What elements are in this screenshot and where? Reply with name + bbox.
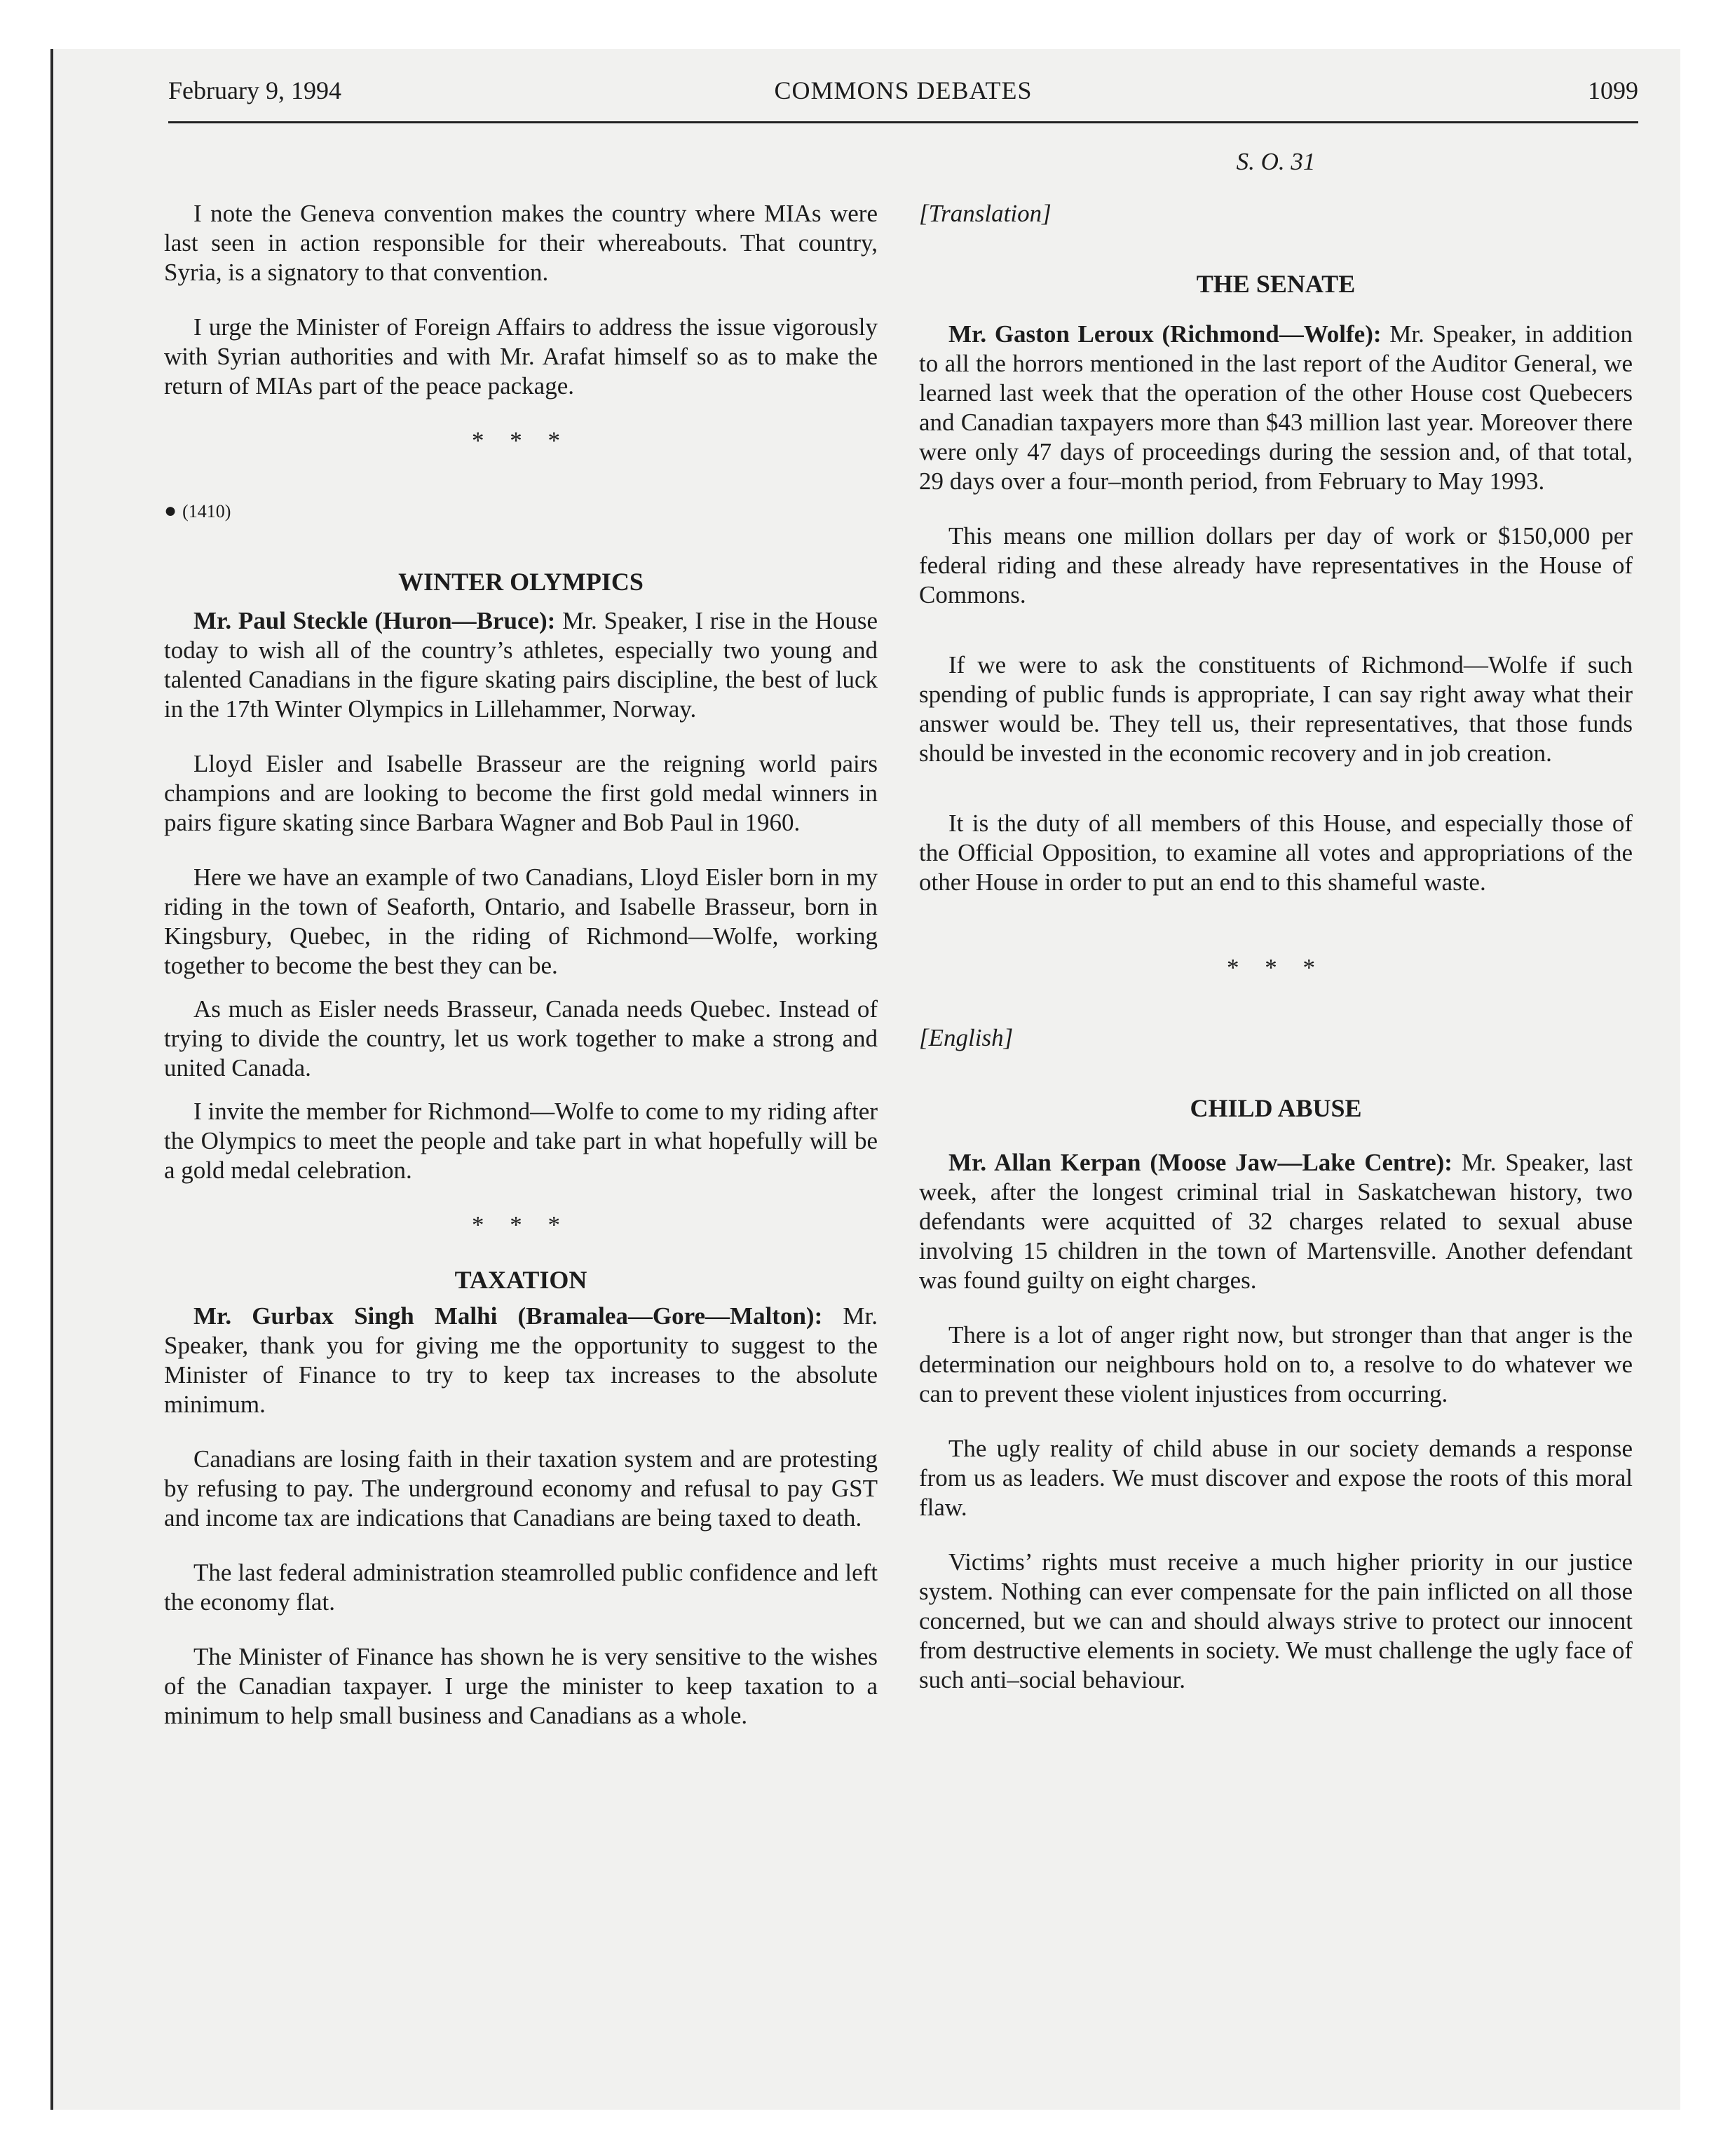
paragraph-example: Here we have an example of two Canadians, Lloyd Eisler born in my riding in the town of Seaforth, Ontario, and Isabelle Brasseur, born in Kingsbury, Quebec, in the riding of Richmond—Wolfe, working together to become the best they can be. (164, 864, 878, 979)
time-mark (164, 496, 878, 526)
translation-tag: [Translation] (919, 200, 1052, 227)
page-number: 1099 (1588, 76, 1638, 104)
speech-text: Mr. Speaker, in addition to all the horrors mentioned in the last report of the Auditor General, we learned last week that the operation of the other House cost Quebecers and Canadian taxpayers more than $43 million last year. Moreover there were only 47 days of proceedings during the session and, of that total, 29 days over a four–month period, from February to May 1993. (919, 320, 1633, 495)
paragraph-ugly-reality: The ugly reality of child abuse in our society demands a response from us as leaders. We must discover and expose the roots of this moral flaw. (919, 1435, 1633, 1521)
speaker-name: Mr. Gaston Leroux (Richmond—Wolfe): (948, 320, 1382, 348)
english-tag: [English] (919, 1024, 1014, 1051)
paragraph-minister-finance: The Minister of Finance has shown he is very sensitive to the wishes of the Canadian taxpayer. I urge the minister to keep taxation to a minimum to help small business and Canadians as a whole. (164, 1643, 878, 1729)
paragraph-geneva: I note the Geneva convention makes the country where MIAs were last seen in action responsible for their whereabouts. That country, Syria, is a signatory to that convention. (164, 200, 878, 286)
running-head (168, 76, 1638, 118)
paragraph-administration: The last federal administration steamrolled public confidence and left the economy flat. (164, 1559, 878, 1616)
header-date: February 9, 1994 (168, 76, 341, 104)
paragraph-invite: I invite the member for Richmond—Wolfe to come to my riding after the Olympics to meet the people and take part in what hopefully will be a gold medal celebration. (164, 1098, 878, 1184)
paragraph-anger: There is a lot of anger right now, but stronger than that anger is the determination our neighbours hold on to, a resolve to do whatever we can to prevent these violent injustices from occurring. (919, 1321, 1633, 1407)
paragraph-leroux (919, 320, 1633, 496)
right-column (919, 147, 1633, 1695)
heading-child-abuse: CHILD ABUSE (1190, 1094, 1362, 1122)
header-title: COMMONS DEBATES (774, 76, 1033, 104)
time-mark-text: (1410) (182, 501, 231, 521)
speech-text: Mr. Speaker, last week, after the longest criminal trial in Saskatchewan history, two defendants were acquitted of 32 charges related to sexual abuse involving 15 children in the town of Martensville. Another defendant was found guilty on eight charges. (919, 1149, 1633, 1294)
paragraph-malhi (164, 1302, 878, 1419)
standing-order-label: S. O. 31 (1236, 148, 1316, 175)
heading-taxation: TAXATION (454, 1266, 587, 1294)
paragraph-constituents: If we were to ask the constituents of Richmond—Wolfe if such spending of public funds is appropriate, I can say right away what their answer would be. They tell us, their representatives, that those funds should be invested in the economic recovery and in job creation. (919, 651, 1633, 767)
heading-winter-olympics: WINTER OLYMPICS (398, 568, 644, 596)
speaker-name: Mr. Paul Steckle (Huron—Bruce): (193, 607, 556, 634)
speaker-name: Mr. Gurbax Singh Malhi (Bramalea—Gore—Malton): (193, 1302, 823, 1330)
left-column (164, 147, 878, 1731)
paragraph-kerpan (919, 1148, 1633, 1295)
heading-senate: THE SENATE (1196, 270, 1356, 298)
paragraph-urge-minister: I urge the Minister of Foreign Affairs to address the issue vigorously with Syrian authorities and with Mr. Arafat himself so as to make the return of MIAs part of the peace package. (164, 313, 878, 400)
section-separator: * * * (472, 1211, 570, 1239)
paragraph-victims: Victims’ rights must receive a much higher priority in our justice system. Nothing can ever compensate for the pain inflicted on all those concerned, but we can and should always strive to protect our innocent from destructive elements in society. We must challenge the ugly face of such anti–social behaviour. (919, 1548, 1633, 1693)
header-rule (168, 121, 1638, 123)
speech-text: Mr. Speaker, thank you for giving me the opportunity to suggest to the Minister of Finance to try to keep tax increases to the absolute minimum. (164, 1302, 878, 1418)
speaker-name: Mr. Allan Kerpan (Moose Jaw—Lake Centre): (948, 1149, 1452, 1176)
paragraph-losing-faith: Canadians are losing faith in their taxation system and are protesting by refusing to pay. The underground economy and refusal to pay GST and income tax are indications that Canadians are being taxed to death. (164, 1445, 878, 1531)
paragraph-eisler: Lloyd Eisler and Isabelle Brasseur are the reigning world pairs champions and are looking to become the first gold medal winners in pairs figure skating since Barbara Wagner and Bob Paul in 1960. (164, 750, 878, 836)
paragraph-needs-quebec: As much as Eisler needs Brasseur, Canada needs Quebec. Instead of trying to divide the country, let us work together to make a strong and united Canada. (164, 995, 878, 1082)
section-separator: * * * (1227, 954, 1325, 981)
paragraph-one-million: This means one million dollars per day of work or $150,000 per federal riding and these already have representatives in the House of Commons. (919, 522, 1633, 608)
speech-text: Mr. Speaker, I rise in the House today to wish all of the country’s athletes, especially two young and talented Canadians in the figure skating pairs discipline, the best of luck in the 17th Winter Olympics in Lillehammer, Norway. (164, 607, 878, 723)
paragraph-steckle (164, 606, 878, 724)
section-separator: * * * (472, 427, 570, 454)
scan-edge-line (50, 49, 53, 2110)
paragraph-duty: It is the duty of all members of this House, and especially those of the Official Opposition, to examine all votes and appropriations of the other House in order to put an end to this shameful waste. (919, 810, 1633, 896)
bullet-icon: ● (164, 499, 177, 522)
